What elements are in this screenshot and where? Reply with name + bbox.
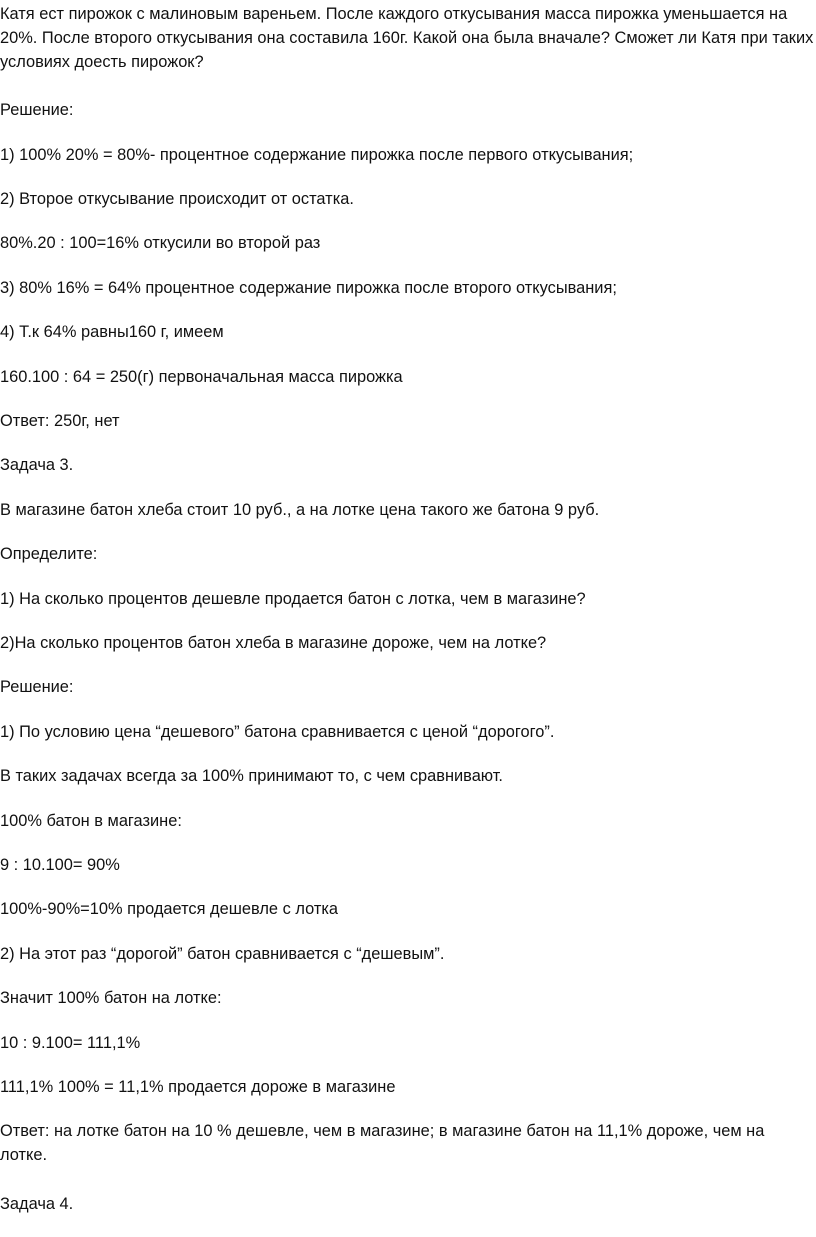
text-line: В магазине батон хлеба стоит 10 руб., а на лотке цена такого же батона 9 руб. [0, 501, 600, 519]
text-line: 9 : 10.100= 90% [0, 856, 120, 874]
text-line: 100%-90%=10% продается дешевле с лотка [0, 900, 338, 918]
text-line: В таких задачах всегда за 100% принимают то, с чем сравнивают. [0, 767, 503, 785]
text-line: Определите: [0, 545, 98, 563]
answer-paragraph: Ответ: на лотке батон на 10 % дешевле, чем в магазине; в магазине батон на 11,1% дороже, чем на лотке. [0, 1122, 765, 1164]
text-line: 111,1% 100% = 11,1% продается дороже в магазине [0, 1078, 396, 1096]
text-line: Решение: [0, 101, 74, 119]
problem-statement: Катя ест пирожок с малиновым вареньем. После каждого откусывания масса пирожка уменьшается на 20%. После второго откусывания она составила 160г. Какой она была вначале? Сможет ли Катя при таких условиях доесть пирожок? [0, 5, 814, 71]
text-line: 2)На сколько процентов батон хлеба в магазине дороже, чем на лотке? [0, 634, 547, 652]
text-line: Значит 100% батон на лотке: [0, 989, 222, 1007]
text-line: 160.100 : 64 = 250(г) первоначальная масса пирожка [0, 368, 403, 386]
text-line: 3) 80% 16% = 64% процентное содержание пирожка после второго откусывания; [0, 279, 617, 297]
answer-line: Ответ: 250г, нет [0, 412, 120, 430]
text-line: 1) На сколько процентов дешевле продается батон с лотка, чем в магазине? [0, 590, 586, 608]
text-line: 2) На этот раз “дорогой” батон сравнивается с “дешевым”. [0, 945, 445, 963]
task-heading: Задача 3. [0, 456, 74, 474]
text-line: 4) Т.к 64% равны160 г, имеем [0, 323, 224, 341]
text-line: 10 : 9.100= 111,1% [0, 1034, 141, 1052]
text-line: 1) По условию цена “дешевого” батона сравнивается с ценой “дорогого”. [0, 723, 555, 741]
text-line: 1) 100% 20% = 80%- процентное содержание пирожка после первого откусывания; [0, 146, 634, 164]
task-heading: Задача 4. [0, 1195, 74, 1213]
text-line: 80%.20 : 100=16% откусили во второй раз [0, 234, 321, 252]
text-line: 100% батон в магазине: [0, 812, 182, 830]
text-line: Решение: [0, 678, 74, 696]
text-line: 2) Второе откусывание происходит от остатка. [0, 190, 354, 208]
